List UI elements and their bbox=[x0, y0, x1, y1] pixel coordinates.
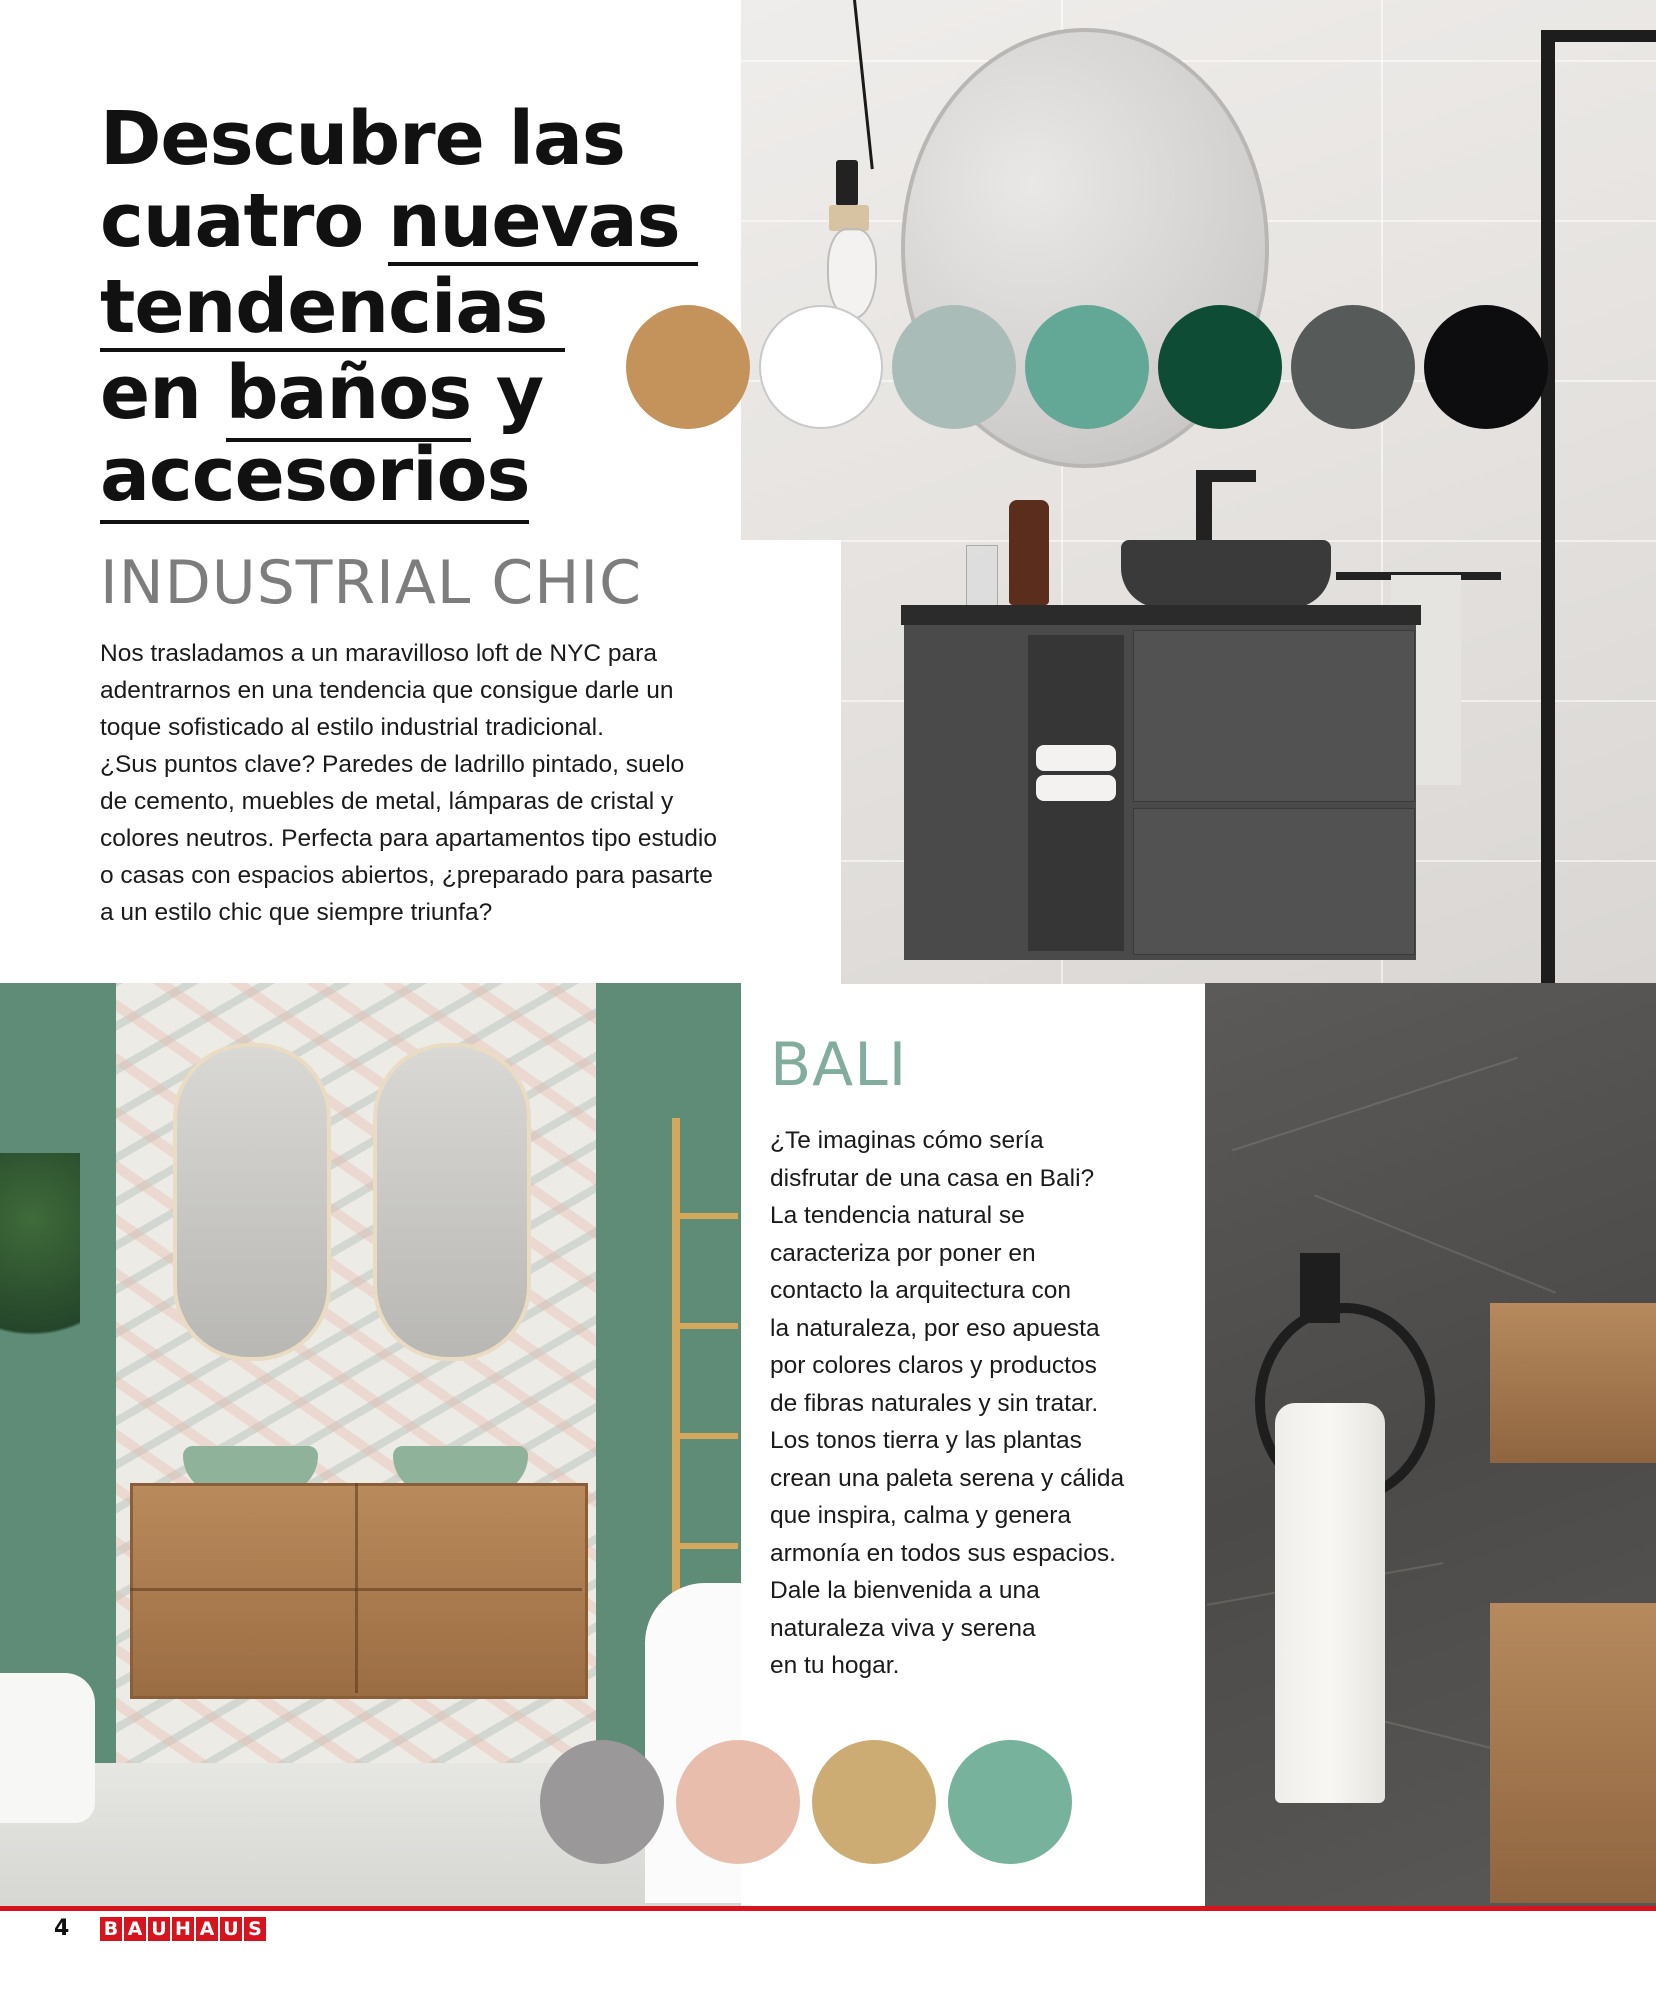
industrial-swatch-1 bbox=[626, 305, 750, 429]
hanging-plant bbox=[0, 1153, 80, 1373]
bali-body: ¿Te imaginas cómo sería disfrutar de una casa en Bali? La tendencia natural se caracteriza por poner en contacto la arquitectura con la naturaleza, por eso apuesta por colores claros y productos de fibras naturales y sin tratar. Los tonos tierra y las plantas crean una paleta serena y cálida que inspira, calma y genera armonía en todos sus espacios. Dale la bienvenida a una naturaleza viva y serena en tu hogar. bbox=[770, 1127, 1125, 1679]
oval-mirror-left bbox=[173, 1043, 331, 1361]
bali-swatch-4 bbox=[948, 1740, 1072, 1864]
industrial-bathroom-photo bbox=[741, 0, 1656, 984]
industrial-swatch-5 bbox=[1158, 305, 1282, 429]
industrial-swatch-4 bbox=[1025, 305, 1149, 429]
towel-ring-photo bbox=[1205, 983, 1656, 1907]
white-towel bbox=[1275, 1403, 1385, 1803]
industrial-swatch-7 bbox=[1424, 305, 1548, 429]
logo-letter: A bbox=[196, 1917, 218, 1941]
industrial-swatch-6 bbox=[1291, 305, 1415, 429]
logo-letter: U bbox=[148, 1917, 170, 1941]
logo-letter: S bbox=[244, 1917, 266, 1941]
vessel-basin bbox=[1121, 540, 1331, 608]
logo-letter: H bbox=[172, 1917, 194, 1941]
oval-mirror-right bbox=[373, 1043, 531, 1361]
toilet bbox=[0, 1673, 95, 1823]
bali-swatch-3 bbox=[812, 1740, 936, 1864]
bauhaus-logo bbox=[100, 1917, 266, 1941]
bali-swatch-2 bbox=[676, 1740, 800, 1864]
bali-swatch-1 bbox=[540, 1740, 664, 1864]
industrial-chic-body: Nos trasladamos a un maravilloso loft de NYC para adentrarnos en una tendencia que consigue darle un toque sofisticado al estilo industrial tradicional. ¿Sus puntos clave? Paredes de ladrillo pintado, suelo de cemento, muebles de metal, lámparas de cristal y colores neutros. Perfecta para apartamentos tipo estudio o casas con espacios abiertos, ¿preparado para pasarte a un estilo chic que siempre triunfa? bbox=[100, 640, 717, 926]
soap-dispenser bbox=[1009, 500, 1049, 605]
page-number: 4 bbox=[54, 1916, 70, 1941]
industrial-swatch-2 bbox=[759, 305, 883, 429]
logo-letter: B bbox=[100, 1917, 122, 1941]
footer-rule bbox=[0, 1906, 1656, 1911]
shower-screen-frame bbox=[1541, 40, 1555, 984]
bali-title: BALI bbox=[770, 1030, 908, 1100]
logo-letter: A bbox=[124, 1917, 146, 1941]
logo-letter: U bbox=[220, 1917, 242, 1941]
page-headline: Descubre las cuatro nuevas tendencias en baños y accesorios bbox=[100, 98, 720, 516]
industrial-swatch-3 bbox=[892, 305, 1016, 429]
wooden-vanity bbox=[130, 1483, 588, 1699]
industrial-chic-title: INDUSTRIAL CHIC bbox=[100, 548, 642, 618]
